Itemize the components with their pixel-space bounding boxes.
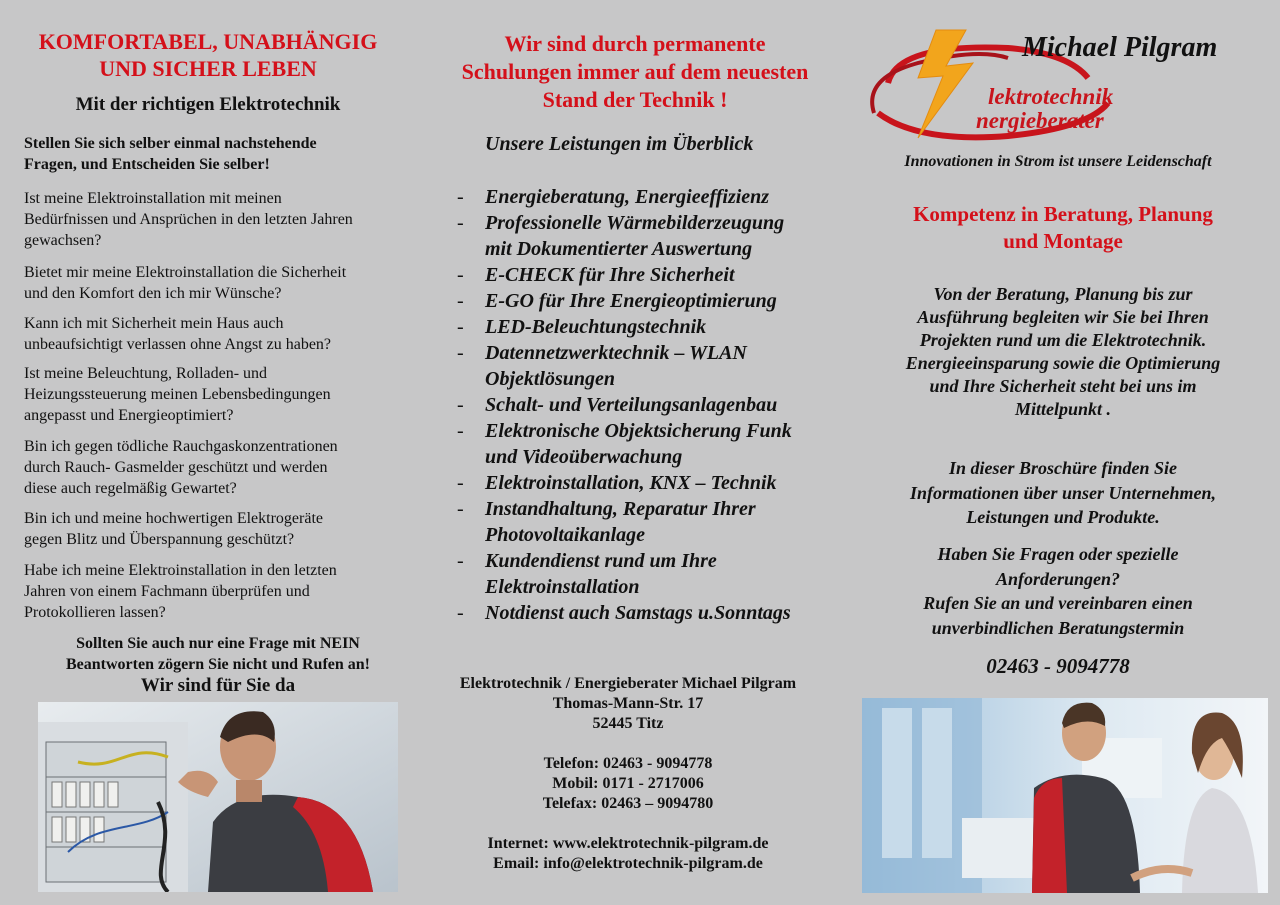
logo-line-energieberater: nergieberater <box>976 108 1104 133</box>
left-intro <box>24 133 404 175</box>
bullet-dash: - <box>457 264 464 286</box>
question-line: Kann ich mit Sicherheit mein Haus auch <box>24 315 284 332</box>
service-item <box>457 470 865 496</box>
para-line: Haben Sie Fragen oder spezielle <box>937 544 1179 564</box>
question-item <box>24 508 404 550</box>
para-line: Von der Beratung, Planung bis zur <box>933 284 1193 304</box>
service-item <box>457 184 865 210</box>
fax-line: Telefax: 02463 – 9094780 <box>542 795 714 812</box>
slogan: Innovationen in Strom ist unsere Leidenschaft <box>904 153 1212 170</box>
headline-line: KOMFORTABEL, UNABHÄNGIG <box>38 29 378 54</box>
question-line: angepasst und Energieoptimiert? <box>24 407 234 424</box>
cta-line: Beantworten zögern Sie nicht und Rufen an! <box>65 656 370 673</box>
bullet-dash: - <box>457 472 464 494</box>
contact-block <box>430 674 826 874</box>
service-line: Photovoltaikanlage <box>485 524 645 546</box>
para-line: unverbindlichen Beratungstermin <box>931 617 1185 638</box>
bullet-dash: - <box>457 186 464 208</box>
question-line: Habe ich meine Elektroinstallation in den letzten <box>24 562 337 579</box>
email-line: Email: info@elektrotechnik-pilgram.de <box>493 855 763 872</box>
headline-line: Wir sind durch permanente <box>504 31 766 56</box>
para-line: In dieser Broschüre finden Sie <box>948 458 1178 478</box>
cta-line: Sollten Sie auch nur eine Frage mit NEIN <box>76 635 360 652</box>
services-list <box>457 184 865 626</box>
service-item <box>457 210 865 262</box>
service-line: Notdienst auch Samstags u.Sonntags <box>485 602 791 624</box>
middle-panel <box>430 0 840 905</box>
service-line: E-GO für Ihre Energieoptimierung <box>485 290 777 312</box>
question-line: gegen Blitz und Überspannung geschützt? <box>24 531 295 548</box>
service-line: Objektlösungen <box>485 368 616 390</box>
question-item <box>24 560 404 623</box>
service-line: Datennetzwerktechnik – WLAN <box>485 342 747 364</box>
mobile-line: Mobil: 0171 - 2717006 <box>552 775 704 792</box>
service-line: Schalt- und Verteilungsanlagenbau <box>485 394 778 416</box>
address-line: Thomas-Mann-Str. 17 <box>552 695 704 712</box>
para-line: Energieeinsparung sowie die Optimierung <box>905 353 1221 373</box>
bullet-dash: - <box>457 602 464 624</box>
service-item <box>457 288 865 314</box>
service-line: E-CHECK für Ihre Sicherheit <box>485 264 735 286</box>
left-cta <box>18 633 418 697</box>
question-line: und den Komfort den ich mir Wünsche? <box>24 285 282 302</box>
bullet-dash: - <box>457 498 464 520</box>
service-item <box>457 340 865 392</box>
consultation-photo <box>862 698 1268 893</box>
service-item <box>457 600 865 626</box>
bullet-dash: - <box>457 316 464 338</box>
para-line: Ausführung begleiten wir Sie bei Ihren <box>917 307 1209 327</box>
question-line: Ist meine Elektroinstallation mit meinen <box>24 190 282 207</box>
question-line: gewachsen? <box>24 232 102 249</box>
electrician-photo <box>38 702 398 892</box>
para-line: Rufen Sie an und vereinbaren einen <box>923 593 1193 613</box>
bullet-dash: - <box>457 342 464 364</box>
service-line: Professionelle Wärmebilderzeugung <box>485 212 785 234</box>
question-line: Bedürfnissen und Ansprüchen in den letzten Jahren <box>24 211 353 228</box>
cta-headline: Wir sind für Sie da <box>140 675 296 696</box>
intro-line: Fragen, und Entscheiden Sie selber! <box>24 156 270 173</box>
logo-line-elektrotechnik: lektrotechnik <box>988 84 1114 109</box>
intro-line: Stellen Sie sich selber einmal nachstehende <box>24 135 317 152</box>
headline-line: Kompetenz in Beratung, Planung <box>913 202 1213 226</box>
para-line: Leistungen und Produkte. <box>966 507 1160 527</box>
question-item <box>24 262 404 304</box>
company-logo <box>858 18 1268 158</box>
question-item <box>24 188 404 251</box>
para-line: Mittelpunkt . <box>1014 399 1112 419</box>
left-headline <box>18 28 398 82</box>
service-item <box>457 548 865 600</box>
question-line: Ist meine Beleuchtung, Rolladen- und <box>24 365 268 382</box>
service-line: LED-Beleuchtungstechnik <box>485 316 707 338</box>
service-line: und Videoüberwachung <box>485 446 683 468</box>
service-item <box>457 418 865 470</box>
intro-paragraph <box>858 283 1268 421</box>
service-line: Elektroinstallation, KNX – Technik <box>485 472 777 494</box>
phone-number: 02463 - 9094778 <box>986 654 1130 678</box>
address-line: 52445 Titz <box>592 715 664 732</box>
contact-invite-paragraph <box>858 542 1258 640</box>
headline-line: Stand der Technik ! <box>542 87 728 112</box>
question-line: unbeaufsichtigt verlassen ohne Angst zu haben? <box>24 336 332 353</box>
service-line: Energieberatung, Energieeffizienz <box>485 186 770 208</box>
question-item <box>24 313 404 355</box>
headline-line: und Montage <box>1003 229 1123 253</box>
question-line: durch Rauch- Gasmelder geschützt und werden <box>24 459 328 476</box>
para-line: Projekten rund um die Elektrotechnik. <box>919 330 1207 350</box>
question-line: Bietet mir meine Elektroinstallation die Sicherheit <box>24 264 347 281</box>
para-line: Anforderungen? <box>995 568 1121 589</box>
bullet-dash: - <box>457 550 464 572</box>
service-item <box>457 496 865 548</box>
bullet-dash: - <box>457 212 464 234</box>
service-item <box>457 392 865 418</box>
left-subhead: Mit der richtigen Elektrotechnik <box>75 94 341 115</box>
service-line: Instandhaltung, Reparatur Ihrer <box>485 498 756 520</box>
phone-line: Telefon: 02463 - 9094778 <box>543 755 713 772</box>
para-line: und Ihre Sicherheit steht bei uns im <box>929 376 1197 396</box>
para-line: Informationen über unser Unternehmen, <box>909 482 1217 503</box>
right-panel <box>858 0 1268 905</box>
bullet-dash: - <box>457 394 464 416</box>
logo-name: Michael Pilgram <box>1022 32 1218 63</box>
question-item <box>24 436 404 499</box>
services-overview-title: Unsere Leistungen im Überblick <box>485 133 754 155</box>
question-line: Heizungssteuerung meinen Lebensbedingungen <box>24 386 331 403</box>
headline-line: Schulungen immer auf dem neuesten <box>461 59 809 84</box>
bullet-dash: - <box>457 290 464 312</box>
website-line: Internet: www.elektrotechnik-pilgram.de <box>487 835 769 852</box>
service-line: Elektronische Objektsicherung Funk <box>485 420 792 442</box>
middle-headline <box>430 30 840 114</box>
question-line: Protokollieren lassen? <box>24 604 166 621</box>
service-line: mit Dokumentierter Auswertung <box>485 238 753 260</box>
question-line: diese auch regelmäßig Gewartet? <box>24 480 237 497</box>
service-item <box>457 314 865 340</box>
left-panel <box>18 0 398 905</box>
question-line: Bin ich gegen tödliche Rauchgaskonzentrationen <box>24 438 338 455</box>
question-item <box>24 363 404 426</box>
right-headline <box>858 201 1268 255</box>
service-item <box>457 262 865 288</box>
address-line: Elektrotechnik / Energieberater Michael Pilgram <box>459 675 797 692</box>
brochure-paragraph <box>858 456 1268 530</box>
bullet-dash: - <box>457 420 464 442</box>
question-line: Bin ich und meine hochwertigen Elektrogeräte <box>24 510 324 527</box>
headline-line: UND SICHER LEBEN <box>99 56 317 81</box>
service-line: Kundendienst rund um Ihre <box>485 550 717 572</box>
service-line: Elektroinstallation <box>485 576 640 598</box>
question-line: Jahren von einem Fachmann überprüfen und <box>24 583 310 600</box>
